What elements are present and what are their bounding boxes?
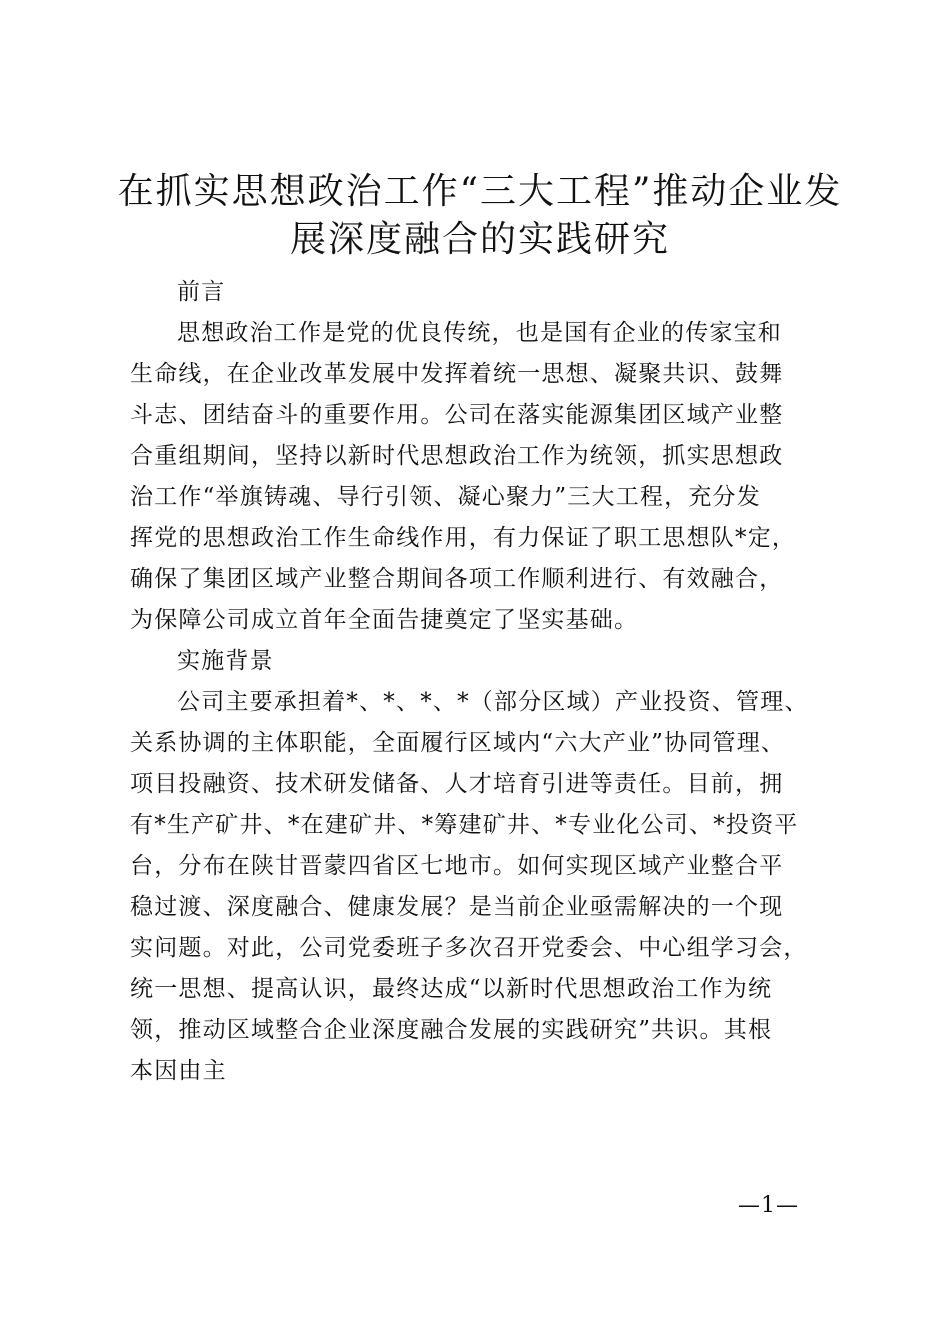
- paragraph-line: 领，推动区域整合企业深度融合发展的实践研究”共识。其根: [130, 1017, 773, 1043]
- paragraph-line: 关系协调的主体职能，全面履行区域内“六大产业”协同管理、: [130, 730, 786, 756]
- paragraph-line: 台，分布在陕甘晋蒙四省区七地市。如何实现区域产业整合平: [130, 853, 784, 879]
- paragraph-line: 生命线，在企业改革发展中发挥着统一思想、凝聚共识、鼓舞: [130, 361, 784, 387]
- paragraph-line: 挥党的思想政治工作生命线作用，有力保证了职工思想队*定，: [130, 525, 797, 551]
- title-line-1: 在抓实思想政治工作“三大工程”推动企业发: [117, 171, 843, 212]
- background-heading: [130, 641, 830, 682]
- paragraph-line: 实问题。对此，公司党委班子多次召开党委会、中心组学习会，: [130, 935, 808, 961]
- paragraph-line: 统一思想、提高认识，最终达成“以新时代思想政治工作为统: [130, 976, 773, 1002]
- paragraph-line: 本因由主: [130, 1058, 227, 1084]
- paragraph-line: 合重组期间，坚持以新时代思想政治工作为统领，抓实思想政: [130, 443, 784, 469]
- title-line-2: 展深度融合的实践研究: [289, 219, 670, 260]
- background-paragraph: [130, 682, 830, 1092]
- paragraph-line: 有*生产矿井、*在建矿井、*筹建矿井、*专业化公司、*投资平: [130, 812, 799, 838]
- paragraph-line: 稳过渡、深度融合、健康发展？是当前企业亟需解决的一个现: [130, 894, 784, 920]
- paragraph-line: 思想政治工作是党的优良传统，也是国有企业的传家宝和: [177, 320, 782, 346]
- section-heading: 实施背景: [177, 648, 274, 674]
- paragraph-line: 为保障公司成立首年全面告捷奠定了坚实基础。: [130, 607, 639, 633]
- section-heading: 前言: [177, 279, 226, 305]
- paragraph-line: 项目投融资、技术研发储备、人才培育引进等责任。目前，拥: [130, 771, 784, 797]
- paragraph-line: 斗志、团结奋斗的重要作用。公司在落实能源集团区域产业整: [130, 402, 784, 428]
- page-number: —1—: [738, 1193, 799, 1218]
- preface-paragraph: [130, 313, 830, 641]
- preface-heading: [130, 272, 830, 313]
- paragraph-line: 确保了集团区域产业整合期间各项工作顺利进行、有效融合，: [130, 566, 784, 592]
- paragraph-line: 治工作“举旗铸魂、导行引领、凝心聚力”三大工程，充分发: [130, 484, 761, 510]
- document-body: [130, 272, 830, 1092]
- document-title: [110, 168, 850, 264]
- paragraph-line: 公司主要承担着*、*、*、*（部分区域）产业投资、管理、: [177, 689, 809, 715]
